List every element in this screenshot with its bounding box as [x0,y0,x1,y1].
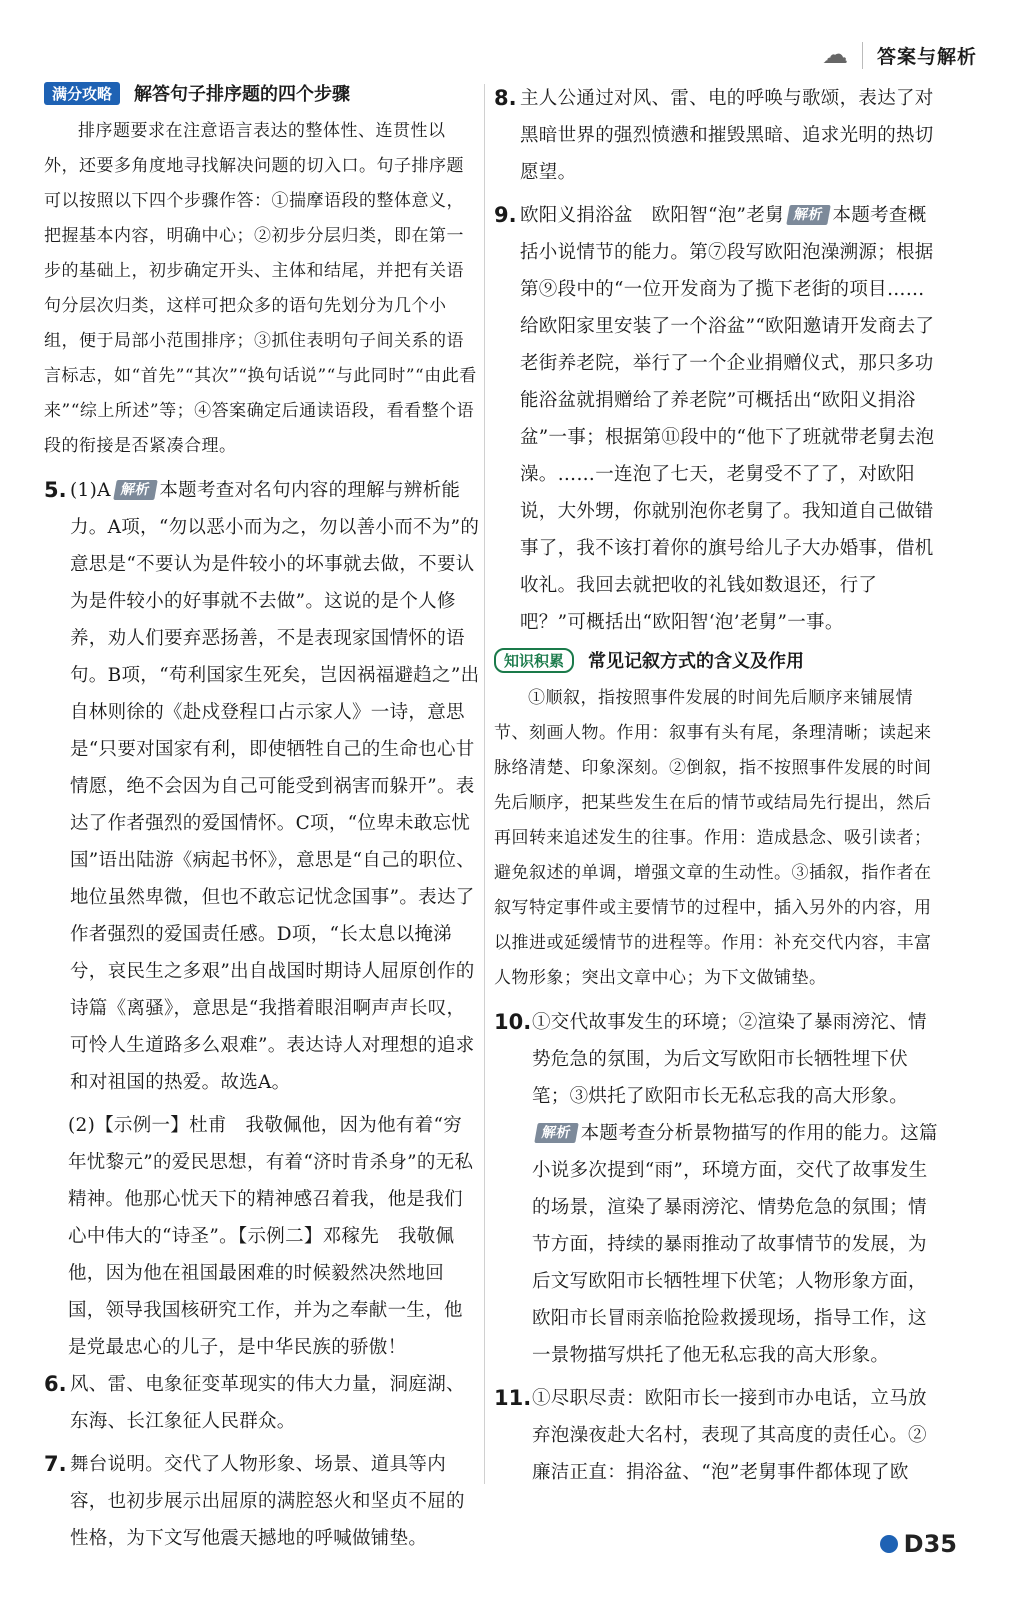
analysis-text: 本题考查分析景物描写的作用的能力。这篇小说多次提到“雨”，环境方面，交代了故事发生的场景，渲染了暴雨滂沱、情势危急的氛围；情节方面，持续的暴雨推动了故事情节的发展，为后文写欧阳市长牺牲埋下伏笔；人物形象方面，欧阳市长冒雨亲临抢险救援现场，指导工作，这一景物描写烘托了他无私忘我的高大形象。 [532,1123,938,1366]
question-number: 5. [44,478,67,502]
tip-title: 常见记叙方式的含义及作用 [588,651,805,672]
analysis-badge: 解析 [786,205,830,225]
right-column [494,80,942,1497]
tip-body: ①顺叙，指按照事件发展的时间先后顺序来铺展情节、刻画人物。作用：叙事有头有尾，条理清晰；读起来脉络清楚、印象深刻。②倒叙，指不按照事件发展的时间先后顺序，把某些发生在后的情节或结局先行提出，然后再回转来追述发生的往事。作用：造成悬念、吸引读者；避免叙述的单调，增强文章的生动性。③插叙，指作者在叙写特定事件或主要情节的过程中，插入另外的内容，用以推进或延缓情节的进程等。作用：补充交代内容，丰富人物形象；突出文章中心；为下文做铺垫。 [494,688,932,988]
tip-box-narrative [494,647,942,996]
column-divider [484,84,485,1484]
question-9 [494,197,942,641]
answer-text [520,197,942,641]
question-11 [494,1380,942,1491]
answer-text: 舞台说明。交代了人物形象、场景、道具等内容，也初步展示出屈原的满腔怒火和坚贞不屈的性格，为下文写他震天撼地的呼喊做铺垫。 [70,1454,465,1549]
tip-badge: 知识积累 [494,648,574,673]
answer-main: ①交代故事发生的环境；②渲染了暴雨滂沱、情势危急的氛围，为后文写欧阳市长牺牲埋下伏笔；③烘托了欧阳市长无私忘我的高大形象。 [532,1012,927,1107]
answer-text: ①尽职尽责：欧阳市长一接到市办电话，立马放弃泡澡夜赴大名村，表现了其高度的责任心。②廉洁正直：捐浴盆、“泡”老舅事件都体现了欧 [532,1388,927,1483]
tip-header [44,80,480,106]
page-footer [880,1530,957,1558]
answer-text [70,472,480,1101]
tip-badge: 满分攻略 [44,82,120,105]
analysis-text: 本题考查概括小说情节的能力。第⑦段写欧阳泡澡溯源；根据第⑨段中的“一位开发商为了揽下老街的项目……给欧阳家里安装了一个浴盆”“欧阳邀请开发商去了老街养老院，举行了一个企业捐赠仪式，那只多功能浴盆就捐赠给了养老院”可概括出“欧阳义捐浴盆”一事；根据第⑪段中的“他下了班就带老舅去泡澡。……一连泡了七天，老舅受不了了，对欧阳说，大外甥，你就别泡你老舅了。我知道自己做错事了，我不该打着你的旗号给儿子大办婚事，借机收礼。我回去就把收的礼钱如数退还，行了吧？”可概括出“欧阳智‘泡’老舅”一事。 [520,205,935,633]
analysis-badge: 解析 [113,480,157,500]
analysis-badge: 解析 [534,1123,578,1143]
question-8 [494,80,942,191]
page-number: D35 [903,1530,957,1558]
tip-title: 解答句子排序题的四个步骤 [134,84,351,105]
page-header [822,40,977,70]
tip-body: 排序题要求在注意语言表达的整体性、连贯性以外，还要多角度地寻找解决问题的切入口。句子排序题可以按照以下四个步骤作答：①揣摩语段的整体意义，把握基本内容，明确中心；②初步分层归类，即在第一步的基础上，初步确定开头、主体和结尾，并把有关语句分层次归类，这样可把众多的语句先划分为几个小组，便于局部小范围排序；③抓住表明句子间关系的语言标志，如“首先”“其次”“换句话说”“与此同时”“由此看来”“综上所述”等；④答案确定后通读语段，看看整个语段的衔接是否紧凑合理。 [44,121,477,456]
question-5-part-2: (2)【示例一】杜甫 我敬佩他，因为他有着“穷年忧黎元”的爱民思想，有着“济时肯杀身”的无私精神。他那心忧天下的精神感召着我，他是我们心中伟大的“诗圣”。【示例二】邓稼先 我敬佩他，因为他在祖国最困难的时候毅然决然地回国，领导我国核研究工作，并为之奉献一生，他是党最忠心的儿子，是中华民族的骄傲！ [68,1115,474,1358]
page-dot-icon [880,1535,898,1553]
analysis-block [532,1115,942,1374]
left-column [44,80,480,1563]
question-number: 10. [494,1010,532,1034]
tip-box-sorting [44,80,480,464]
header-title: 答案与解析 [862,42,977,69]
answer-text: 主人公通过对风、雷、电的呼唤与歌颂，表达了对黑暗世界的强烈愤懑和摧毁黑暗、追求光明的热切愿望。 [520,88,934,183]
tip-header [494,647,942,673]
question-6 [44,1366,480,1440]
question-number: 9. [494,203,517,227]
answer-lead: 欧阳义捐浴盆 欧阳智“泡”老舅 [520,205,784,226]
answer-lead: (1)A [70,480,111,501]
analysis-text: 本题考查对名句内容的理解与辨析能力。A项，“勿以恶小而为之，勿以善小而不为”的意思是“不要认为是件较小的坏事就去做，不要认为是件较小的好事就不去做”。这说的是个人修养，劝人们要弃恶扬善，不是表现家国情怀的语句。B项，“苟利国家生死矣，岂因祸福避趋之”出自林则徐的《赴戍登程口占示家人》一诗，意思是“只要对国家有利，即使牺牲自己的生命也心甘情愿，绝不会因为自己可能受到祸害而躲开”。表达了作者强烈的爱国情怀。C项，“位卑未敢忘忧国”语出陆游《病起书怀》，意思是“自己的职位、地位虽然卑微，但也不敢忘记忧念国事”。表达了作者强烈的爱国责任感。D项，“长太息以掩涕兮，哀民生之多艰”出自战国时期诗人屈原创作的诗篇《离骚》，意思是“我揩着眼泪啊声声长叹，可怜人生道路多么艰难”。表达诗人对理想的追求和对祖国的热爱。故选A。 [70,480,480,1093]
question-number: 11. [494,1386,532,1410]
question-10 [494,1004,942,1374]
answer-text: 风、雷、电象征变革现实的伟大力量，洞庭湖、东海、长江象征人民群众。 [70,1374,465,1432]
question-number: 6. [44,1372,67,1396]
question-number: 8. [494,86,517,110]
decorative-doodle-icon: ☁ [821,40,848,70]
answer-text [532,1004,942,1374]
question-7 [44,1446,480,1557]
question-5 [44,472,480,1101]
question-number: 7. [44,1452,67,1476]
